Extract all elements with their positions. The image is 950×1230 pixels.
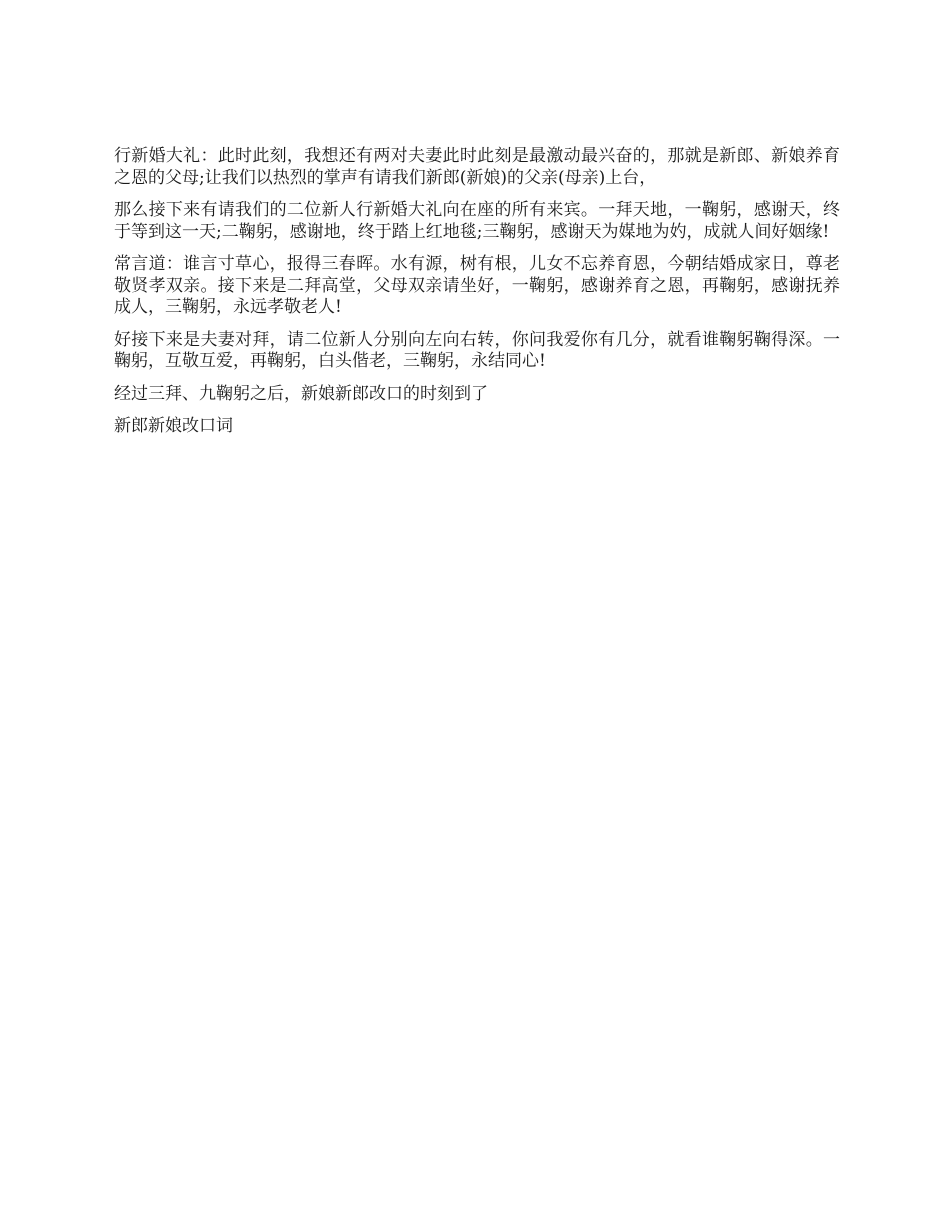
document-body (114, 146, 840, 449)
paragraph-heading-address-change: 新郎新娘改口词 (114, 416, 233, 436)
paragraph-after-bows: 经过三拜、九鞠躬之后，新娘新郎改口的时刻到了 (114, 383, 488, 404)
paragraph-bow-to-heaven-earth: 那么接下来有请我们的二位新人行新婚大礼向在座的所有来宾。一拜天地，一鞠躬，感谢天，终于等到这一天;二鞠躬，感谢地，终于踏上红地毯;三鞠躬，感谢天为媒地为妁，成就人间好姻缘! (114, 200, 840, 242)
paragraph-bow-to-parents: 常言道：谁言寸草心，报得三春晖。水有源，树有根，儿女不忘养育恩，今朝结婚成家日，尊老敬贤孝双亲。接下来是二拜高堂，父母双亲请坐好，一鞠躬，感谢养育之恩，再鞠躬，感谢抚养成人，三鞠躬，永远孝敬老人! (114, 254, 840, 317)
paragraph-bow-to-each-other: 好接下来是夫妻对拜，请二位新人分别向左向右转，你问我爱你有几分，就看谁鞠躬鞠得深。一鞠躬，互敬互爱，再鞠躬，白头偕老，三鞠躬，永结同心! (114, 329, 840, 371)
paragraph-bride-groom-parents: 行新婚大礼：此时此刻，我想还有两对夫妻此时此刻是最激动最兴奋的，那就是新郎、新娘养育之恩的父母;让我们以热烈的掌声有请我们新郎(新娘)的父亲(母亲)上台， (114, 146, 840, 188)
